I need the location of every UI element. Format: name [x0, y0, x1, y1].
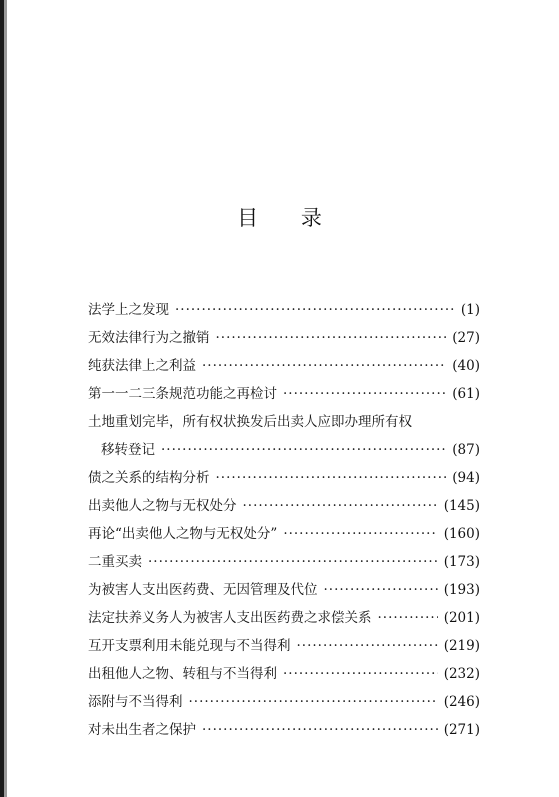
toc-entry-14[interactable] [88, 688, 480, 716]
toc-entry-title: 对未出生者之保护 [88, 722, 196, 738]
dot-leader [283, 660, 438, 688]
dot-leader [378, 604, 438, 632]
toc-entry-page: (87) [452, 442, 480, 458]
dot-leader [324, 576, 438, 604]
toc-entry-page: (61) [452, 386, 480, 402]
table-of-contents [88, 296, 480, 744]
dot-leader [189, 688, 438, 716]
toc-entry-title: 法学上之发现 [88, 302, 169, 318]
toc-entry-page: (173) [443, 554, 480, 570]
toc-entry-title: 法定扶养义务人为被害人支出医药费之求偿关系 [88, 610, 372, 626]
toc-entry-title: 为被害人支出医药费、无因管理及代位 [88, 582, 318, 598]
toc-entry-11[interactable] [88, 604, 480, 632]
toc-entry-title: 出租他人之物、转租与不当得利 [88, 666, 277, 682]
toc-entry-page: (1) [460, 302, 480, 318]
toc-entry-page: (219) [443, 638, 480, 654]
page-title: 目 录 [237, 206, 340, 230]
toc-entry-3[interactable] [88, 352, 480, 380]
dot-leader [202, 352, 446, 380]
dot-leader [175, 296, 455, 324]
toc-entry-8[interactable] [88, 520, 480, 548]
toc-entry-title: 纯获法律上之利益 [88, 358, 196, 374]
toc-entry-page: (201) [443, 610, 480, 626]
toc-entry-title: 再论“出卖他人之物与无权处分” [88, 526, 278, 542]
toc-entry-title: 债之关系的结构分析 [88, 470, 210, 486]
toc-entry-13[interactable] [88, 660, 480, 688]
toc-entry-5[interactable] [88, 408, 480, 436]
toc-entry-page: (40) [452, 358, 480, 374]
toc-entry-page: (27) [452, 330, 480, 346]
toc-entry-page: (193) [443, 582, 480, 598]
dot-leader [148, 548, 438, 576]
toc-entry-9[interactable] [88, 548, 480, 576]
toc-entry-page: (232) [443, 666, 480, 682]
toc-entry-10[interactable] [88, 576, 480, 604]
dot-leader [297, 632, 438, 660]
dot-leader [283, 520, 437, 548]
dot-leader [283, 380, 446, 408]
dot-leader [161, 436, 446, 464]
toc-entry-title-continuation: 移转登记 [101, 442, 155, 458]
toc-entry-title: 互开支票利用未能兑现与不当得利 [88, 638, 291, 654]
toc-entry-title: 无效法律行为之撤销 [88, 330, 210, 346]
toc-entry-page: (160) [443, 526, 480, 542]
toc-entry-4[interactable] [88, 380, 480, 408]
toc-entry-page: (145) [443, 498, 480, 514]
dot-leader [216, 324, 447, 352]
toc-entry-page: (94) [452, 470, 480, 486]
toc-entry-7[interactable] [88, 492, 480, 520]
toc-entry-12[interactable] [88, 632, 480, 660]
toc-entry-title: 出卖他人之物与无权处分 [88, 498, 237, 514]
toc-entry-2[interactable] [88, 324, 480, 352]
toc-entry-page: (246) [443, 694, 480, 710]
dot-leader [202, 716, 438, 744]
toc-entry-title: 添附与不当得利 [88, 694, 183, 710]
toc-entry-1[interactable] [88, 296, 480, 324]
toc-entry-15[interactable] [88, 716, 480, 744]
toc-entry-title: 土地重划完毕，所有权状换发后出卖人应即办理所有权 [88, 414, 412, 430]
toc-entry-title: 第一一二三条规范功能之再检讨 [88, 386, 277, 402]
toc-entry-page: (271) [443, 722, 480, 738]
toc-entry-title: 二重买卖 [88, 554, 142, 570]
dot-leader [216, 464, 447, 492]
page-edge-shadow [4, 0, 7, 797]
toc-entry-5-continuation[interactable] [88, 436, 480, 464]
dot-leader [243, 492, 438, 520]
toc-entry-6[interactable] [88, 464, 480, 492]
